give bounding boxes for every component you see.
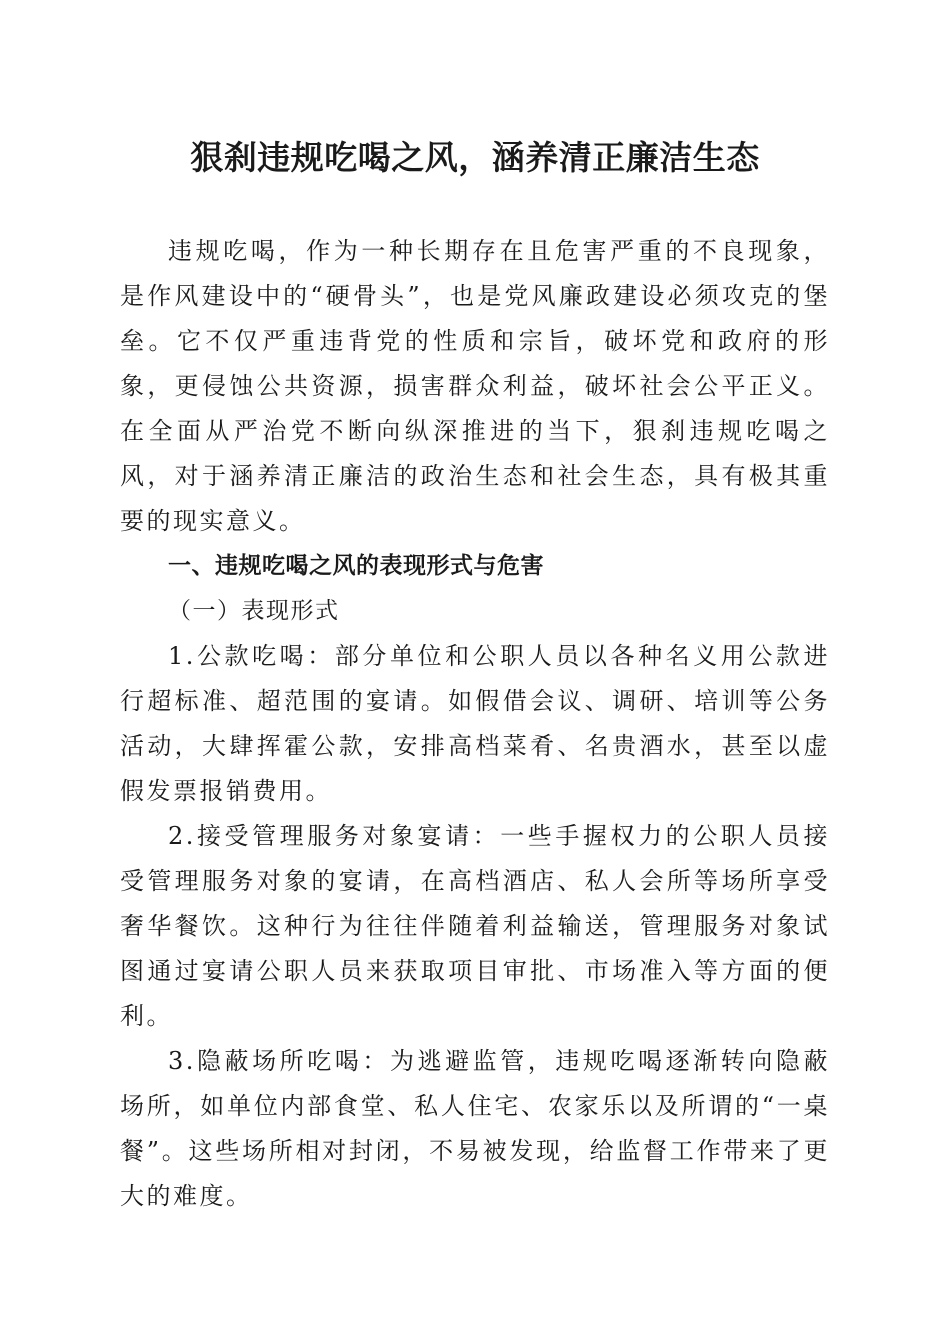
list-item-paragraph: 1.公款吃喝：部分单位和公职人员以各种名义用公款进行超标准、超范围的宴请。如假借会议、调研、培训等公务活动，大肆挥霍公款，安排高档菜肴、名贵酒水，甚至以虚假发票报销费用。 (120, 642, 830, 805)
section-heading: 一、违规吃喝之风的表现形式与危害 (168, 553, 544, 579)
document-title: 狠刹违规吃喝之风，涵养清正廉洁生态 (190, 138, 760, 177)
intro-paragraph: 违规吃喝，作为一种长期存在且危害严重的不良现象，是作风建设中的“硬骨头”，也是党风廉政建设必须攻克的堡垒。它不仅严重违背党的性质和宗旨，破坏党和政府的形象，更侵蚀公共资源，损害群众利益，破坏社会公平正义。在全面从严治党不断向纵深推进的当下，狠刹违规吃喝之风，对于涵养清正廉洁的政治生态和社会生态，具有极其重要的现实意义。 (120, 237, 830, 535)
document-body (120, 229, 830, 1219)
subsection-heading: （一）表现形式 (168, 598, 340, 624)
list-item-paragraph: 3.隐蔽场所吃喝：为逃避监管，违规吃喝逐渐转向隐蔽场所，如单位内部食堂、私人住宅、农家乐以及所谓的“一桌餐”。这些场所相对封闭，不易被发现，给监督工作带来了更大的难度。 (120, 1047, 830, 1210)
list-item-paragraph: 2.接受管理服务对象宴请：一些手握权力的公职人员接受管理服务对象的宴请，在高档酒店、私人会所等场所享受奢华餐饮。这种行为往往伴随着利益输送，管理服务对象试图通过宴请公职人员来获取项目审批、市场准入等方面的便利。 (120, 822, 830, 1030)
